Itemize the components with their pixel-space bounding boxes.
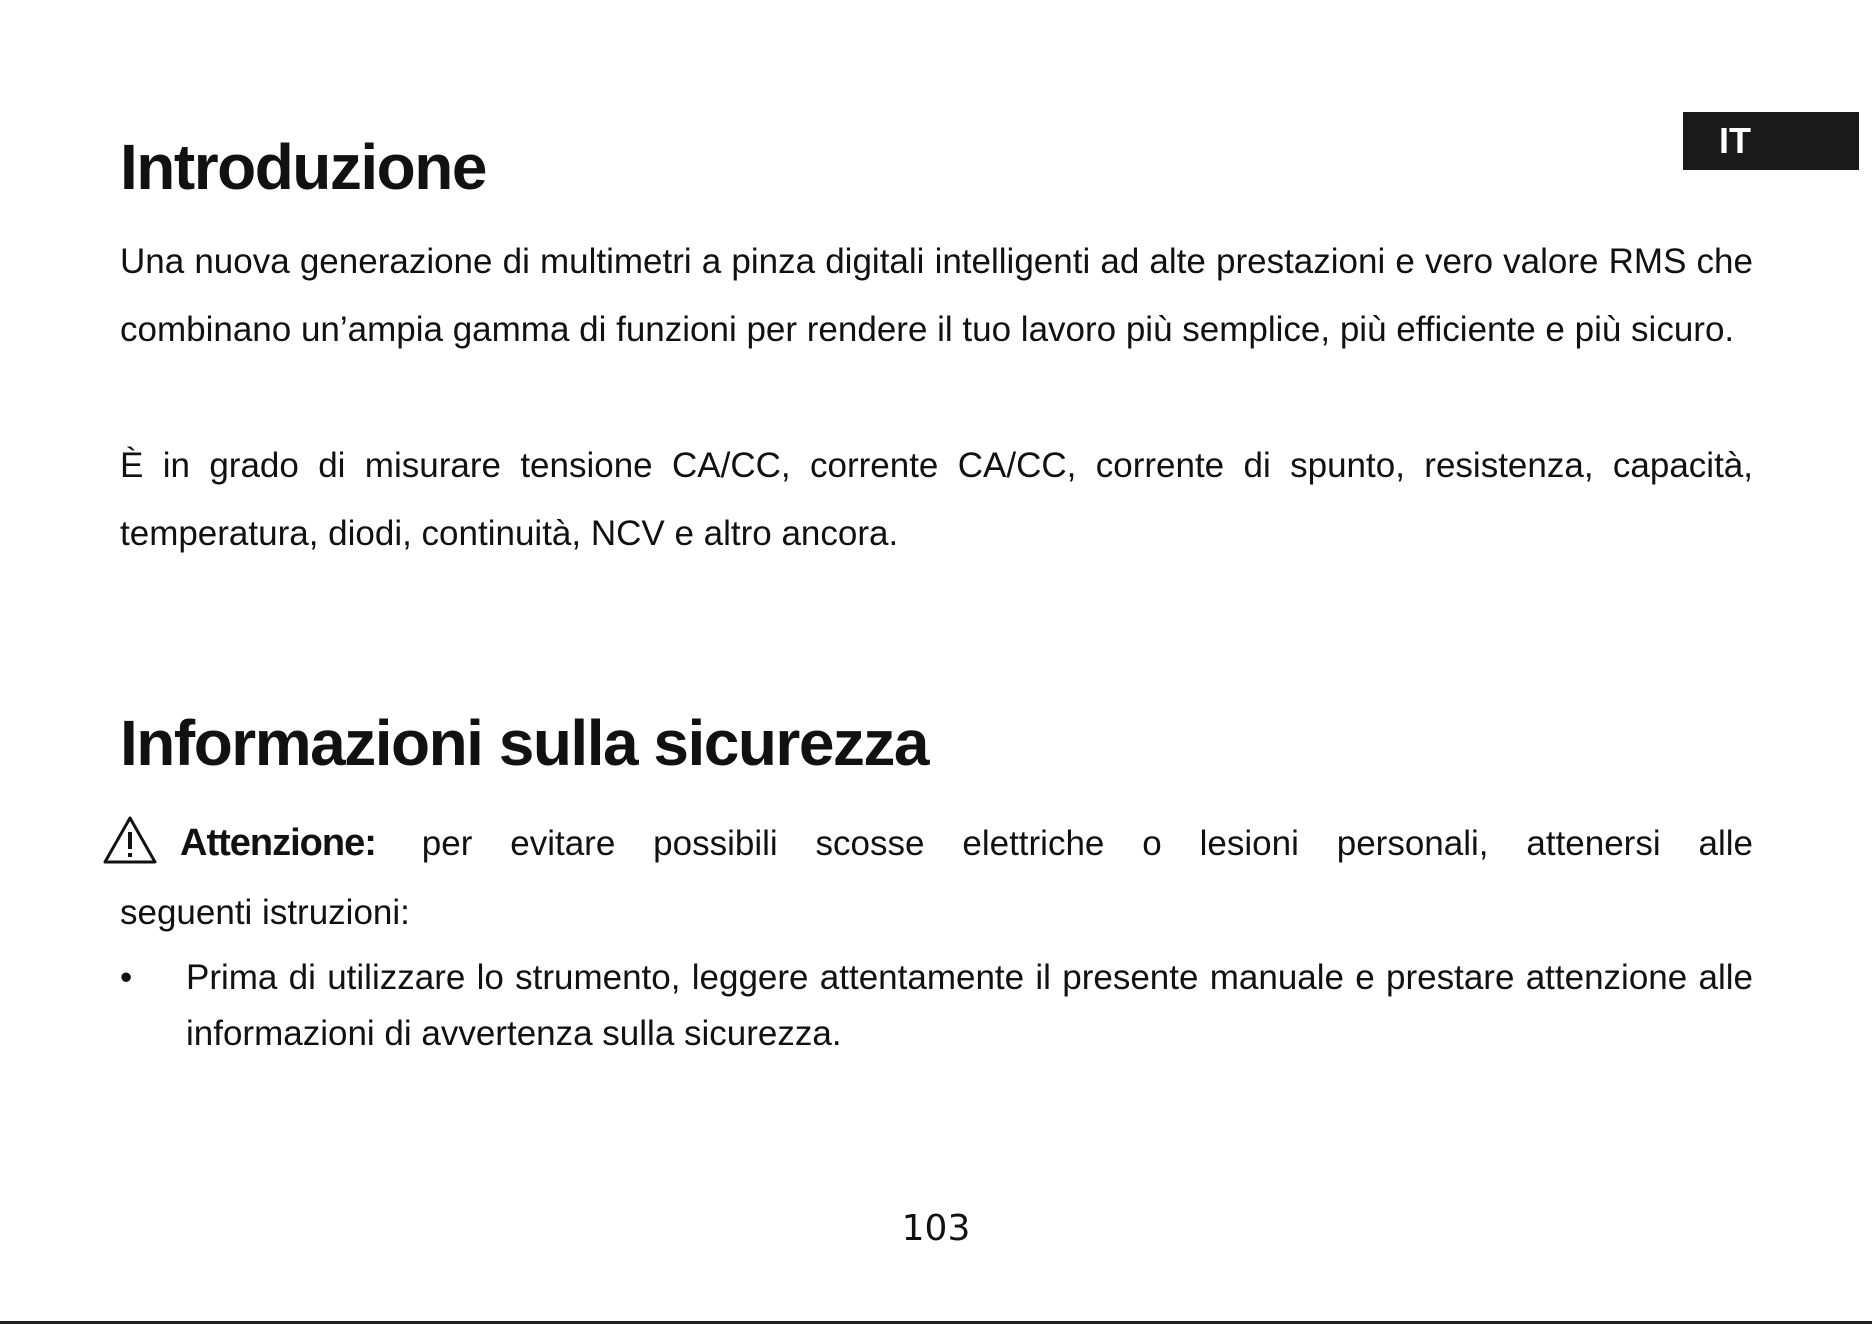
language-tab: IT <box>1683 112 1859 170</box>
page-number: 103 <box>901 1208 971 1249</box>
list-item <box>120 950 1753 1062</box>
warning-triangle-icon <box>102 815 158 865</box>
warning-text: per evitare possibili scosse elettriche o lesioni personali, attenersi alle <box>421 824 1753 863</box>
bullet-marker: • <box>120 958 133 997</box>
section-title-safety: Informazioni sulla sicurezza <box>120 707 928 779</box>
intro-paragraph-1: Una nuova generazione di multimetri a pinza digitali intelligenti ad alte prestazioni e vero valore RMS che combinano un’ampia gamma di funzioni per rendere il tuo lavoro più semplice, più efficiente e più sicuro. <box>120 242 1753 349</box>
warning-text-continued: seguenti istruzioni: <box>120 893 410 932</box>
safety-instructions-list <box>120 950 1753 1062</box>
section-title-introduction: Introduzione <box>120 131 486 203</box>
warning-line <box>102 808 1753 879</box>
intro-paragraph-2: È in grado di misurare tensione CA/CC, corrente CA/CC, corrente di spunto, resistenza, capacità, temperatura, diodi, continuità, NCV e altro ancora. <box>120 446 1753 553</box>
bullet-text: Prima di utilizzare lo strumento, leggere attentamente il presente manuale e prestare attenzione alle informazioni di avvertenza sulla sicurezza. <box>186 958 1753 1053</box>
warning-label: Attenzione: <box>180 822 376 864</box>
warning-block <box>102 808 1753 879</box>
